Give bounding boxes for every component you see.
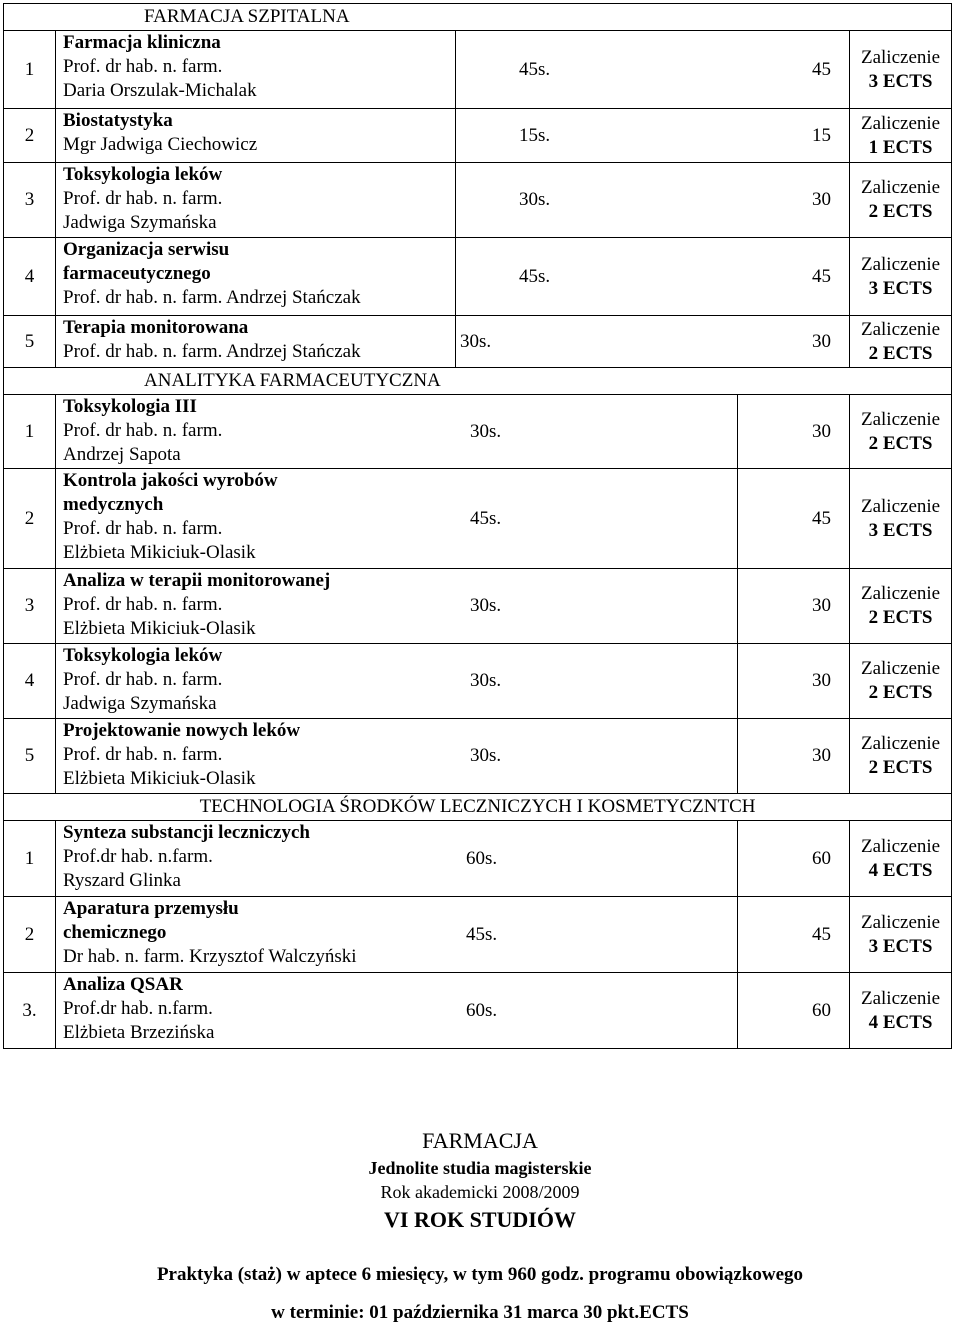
table-row bbox=[4, 821, 952, 897]
lecturer-line: Prof. dr hab. n. farm. bbox=[63, 594, 223, 615]
section-title: ANALITYKA FARMACEUTYCZNA bbox=[4, 368, 952, 395]
subject-name: Projektowanie nowych leków bbox=[63, 720, 301, 741]
table-row bbox=[4, 163, 952, 238]
hours-seminar: 45s. bbox=[466, 923, 498, 945]
ects-value: 2 ECTS bbox=[868, 607, 933, 628]
hours-cell bbox=[470, 569, 850, 644]
ects-value: 4 ECTS bbox=[868, 859, 933, 881]
hours-seminar: 30s. bbox=[470, 420, 502, 442]
ects-value: 2 ECTS bbox=[868, 342, 933, 364]
hours-seminar: 30s. bbox=[470, 595, 502, 616]
lecturer-line: Mgr Jadwiga Ciechowicz bbox=[63, 134, 258, 155]
hours-seminar: 60s. bbox=[466, 847, 498, 869]
hours-seminar: 60s. bbox=[466, 999, 498, 1021]
section-title: TECHNOLOGIA ŚRODKÓW LECZNICZYCH I KOSMETYCZNTCH bbox=[4, 794, 952, 821]
subject-name: Organizacja serwisu farmaceutycznego bbox=[63, 239, 230, 284]
ects-value: 2 ECTS bbox=[868, 757, 933, 778]
ects-value: 3 ECTS bbox=[868, 70, 933, 92]
hours-seminar: 15s. bbox=[519, 124, 551, 146]
table-row bbox=[4, 469, 952, 569]
hours-cell bbox=[456, 31, 850, 109]
hours-seminar: 30s. bbox=[519, 189, 551, 210]
lecturer-line: Prof. dr hab. n. farm. Andrzej Stańczak bbox=[63, 287, 361, 308]
credit-cell bbox=[850, 469, 952, 569]
row-number: 3. bbox=[4, 973, 56, 1049]
section-title: FARMACJA SZPITALNA bbox=[4, 4, 952, 31]
credit-type: Zaliczenie bbox=[860, 318, 941, 340]
section-header-row bbox=[4, 794, 952, 821]
hours-total: 60 bbox=[812, 999, 831, 1021]
lecturer-line: Daria Orszulak-Michalak bbox=[63, 80, 257, 101]
credit-type: Zaliczenie bbox=[860, 112, 941, 134]
credit-type: Zaliczenie bbox=[860, 987, 941, 1009]
hours-cell bbox=[466, 973, 850, 1049]
hours-total: 30 bbox=[812, 420, 831, 442]
row-number: 2 bbox=[4, 109, 56, 163]
hours-total: 45 bbox=[812, 58, 831, 80]
hours-cell bbox=[470, 469, 850, 569]
table-row bbox=[4, 109, 952, 163]
ects-value: 1 ECTS bbox=[868, 136, 933, 158]
table-row bbox=[4, 238, 952, 316]
subject-name: Synteza substancji leczniczych bbox=[63, 822, 310, 843]
ects-value: 2 ECTS bbox=[868, 432, 933, 454]
credit-type: Zaliczenie bbox=[860, 495, 941, 517]
curriculum-table bbox=[3, 3, 952, 1049]
footer-title: FARMACJA bbox=[422, 1128, 538, 1153]
ects-value: 3 ECTS bbox=[868, 277, 933, 299]
hours-total: 45 bbox=[812, 923, 831, 945]
row-number: 1 bbox=[4, 821, 56, 897]
ects-value: 2 ECTS bbox=[868, 201, 933, 222]
section-header-row bbox=[4, 368, 952, 395]
subject-name: Aparatura przemysłu chemicznego bbox=[63, 898, 239, 943]
credit-type: Zaliczenie bbox=[860, 911, 941, 933]
ects-value: 4 ECTS bbox=[868, 1011, 933, 1033]
credit-type: Zaliczenie bbox=[860, 253, 941, 275]
lecturer-line: Prof. dr hab. n. farm. bbox=[63, 669, 223, 690]
lecturer-line: Elżbieta Mikiciuk-Olasik bbox=[63, 618, 256, 639]
credit-type: Zaliczenie bbox=[860, 177, 941, 198]
credit-cell bbox=[850, 31, 952, 109]
credit-cell bbox=[850, 973, 952, 1049]
table-row bbox=[4, 395, 952, 469]
lecturer-line: Jadwiga Szymańska bbox=[63, 212, 217, 233]
hours-total: 30 bbox=[812, 189, 831, 210]
hours-seminar: 45s. bbox=[519, 265, 551, 287]
hours-cell bbox=[470, 644, 850, 719]
subject-name: Analiza w terapii monitorowanej bbox=[63, 570, 331, 591]
footer-subtitle: Jednolite studia magisterskie bbox=[368, 1158, 592, 1178]
credit-cell bbox=[850, 897, 952, 973]
credit-type: Zaliczenie bbox=[860, 835, 941, 857]
row-number: 3 bbox=[4, 163, 56, 238]
row-number: 3 bbox=[4, 569, 56, 644]
hours-total: 45 bbox=[812, 265, 831, 287]
row-number: 1 bbox=[4, 31, 56, 109]
hours-seminar: 45s. bbox=[519, 58, 551, 80]
subject-cell bbox=[56, 316, 456, 368]
credit-type: Zaliczenie bbox=[860, 46, 941, 68]
subject-name: Toksykologia leków bbox=[63, 164, 223, 185]
hours-cell bbox=[456, 316, 850, 368]
lecturer-line: Prof. dr hab. n. farm. bbox=[63, 744, 223, 765]
lecturer-line: Prof. dr hab. n. farm. bbox=[63, 188, 223, 209]
hours-total: 30 bbox=[812, 670, 831, 691]
lecturer-line: Elżbieta Brzezińska bbox=[63, 1022, 215, 1043]
footer-academic-year: Rok akademicki 2008/2009 bbox=[380, 1182, 580, 1202]
row-number: 5 bbox=[4, 316, 56, 368]
hours-cell bbox=[456, 163, 850, 238]
table-row bbox=[4, 569, 952, 644]
credit-type: Zaliczenie bbox=[860, 408, 941, 430]
hours-cell bbox=[456, 109, 850, 163]
table-row bbox=[4, 897, 952, 973]
hours-seminar: 30s. bbox=[470, 670, 502, 691]
lecturer-line: Prof. dr hab. n. farm. bbox=[63, 518, 223, 539]
lecturer-line: Prof.dr hab. n.farm. bbox=[63, 846, 213, 867]
credit-cell bbox=[850, 395, 952, 469]
hours-total: 45 bbox=[812, 507, 831, 529]
row-number: 2 bbox=[4, 897, 56, 973]
hours-cell bbox=[470, 719, 850, 794]
ects-value: 3 ECTS bbox=[868, 519, 933, 541]
hours-total: 30 bbox=[812, 330, 831, 352]
credit-cell bbox=[850, 163, 952, 238]
lecturer-line: Elżbieta Mikiciuk-Olasik bbox=[63, 768, 256, 789]
subject-name: Terapia monitorowana bbox=[63, 317, 249, 338]
subject-cell bbox=[56, 109, 456, 163]
table-row bbox=[4, 316, 952, 368]
subject-name: Analiza QSAR bbox=[63, 974, 183, 995]
credit-cell bbox=[850, 238, 952, 316]
subject-cell bbox=[56, 163, 456, 238]
lecturer-line: Prof.dr hab. n.farm. bbox=[63, 998, 213, 1019]
row-number: 1 bbox=[4, 395, 56, 469]
lecturer-line: Andrzej Sapota bbox=[63, 444, 181, 465]
footer-term-line: w terminie: 01 października 31 marca 30 pkt.ECTS bbox=[271, 1302, 689, 1323]
row-number: 2 bbox=[4, 469, 56, 569]
table-row bbox=[4, 644, 952, 719]
lecturer-line: Dr hab. n. farm. Krzysztof Walczyński bbox=[63, 946, 357, 967]
lecturer-line: Prof. dr hab. n. farm. bbox=[63, 56, 223, 77]
lecturer-line: Ryszard Glinka bbox=[63, 870, 181, 891]
hours-cell bbox=[456, 238, 850, 316]
hours-total: 60 bbox=[812, 847, 831, 869]
hours-cell bbox=[470, 395, 850, 469]
credit-type: Zaliczenie bbox=[860, 733, 941, 754]
hours-total: 15 bbox=[812, 124, 831, 146]
footer-year-heading: VI ROK STUDIÓW bbox=[384, 1207, 576, 1232]
lecturer-line: Prof. dr hab. n. farm. bbox=[63, 420, 223, 441]
row-number: 4 bbox=[4, 644, 56, 719]
subject-name: Kontrola jakości wyrobów medycznych bbox=[63, 470, 278, 515]
subject-cell bbox=[56, 31, 456, 109]
hours-seminar: 30s. bbox=[470, 745, 502, 766]
row-number: 5 bbox=[4, 719, 56, 794]
table-row bbox=[4, 973, 952, 1049]
credit-cell bbox=[850, 109, 952, 163]
hours-seminar: 30s. bbox=[460, 330, 492, 352]
hours-cell bbox=[466, 897, 850, 973]
hours-total: 30 bbox=[812, 595, 831, 616]
credit-type: Zaliczenie bbox=[860, 658, 941, 679]
ects-value: 2 ECTS bbox=[868, 682, 933, 703]
table-row bbox=[4, 719, 952, 794]
hours-cell bbox=[466, 821, 850, 897]
subject-cell bbox=[56, 238, 456, 316]
subject-name: Farmacja kliniczna bbox=[63, 32, 221, 53]
credit-type: Zaliczenie bbox=[860, 583, 941, 604]
hours-seminar: 45s. bbox=[470, 507, 502, 529]
lecturer-line: Prof. dr hab. n. farm. Andrzej Stańczak bbox=[63, 341, 361, 362]
credit-cell bbox=[850, 821, 952, 897]
ects-value: 3 ECTS bbox=[868, 935, 933, 957]
hours-total: 30 bbox=[812, 745, 831, 766]
table-row bbox=[4, 31, 952, 109]
lecturer-line: Elżbieta Mikiciuk-Olasik bbox=[63, 542, 256, 563]
subject-name: Toksykologia III bbox=[63, 396, 197, 417]
credit-cell bbox=[850, 644, 952, 719]
footer-practice-line: Praktyka (staż) w aptece 6 miesięcy, w tym 960 godz. programu obowiązkowego bbox=[156, 1264, 804, 1285]
subject-name: Biostatystyka bbox=[63, 110, 173, 131]
lecturer-line: Jadwiga Szymańska bbox=[63, 693, 217, 714]
credit-cell bbox=[850, 719, 952, 794]
credit-cell bbox=[850, 569, 952, 644]
row-number: 4 bbox=[4, 238, 56, 316]
credit-cell bbox=[850, 316, 952, 368]
section-header-row bbox=[4, 4, 952, 31]
subject-name: Toksykologia leków bbox=[63, 645, 223, 666]
